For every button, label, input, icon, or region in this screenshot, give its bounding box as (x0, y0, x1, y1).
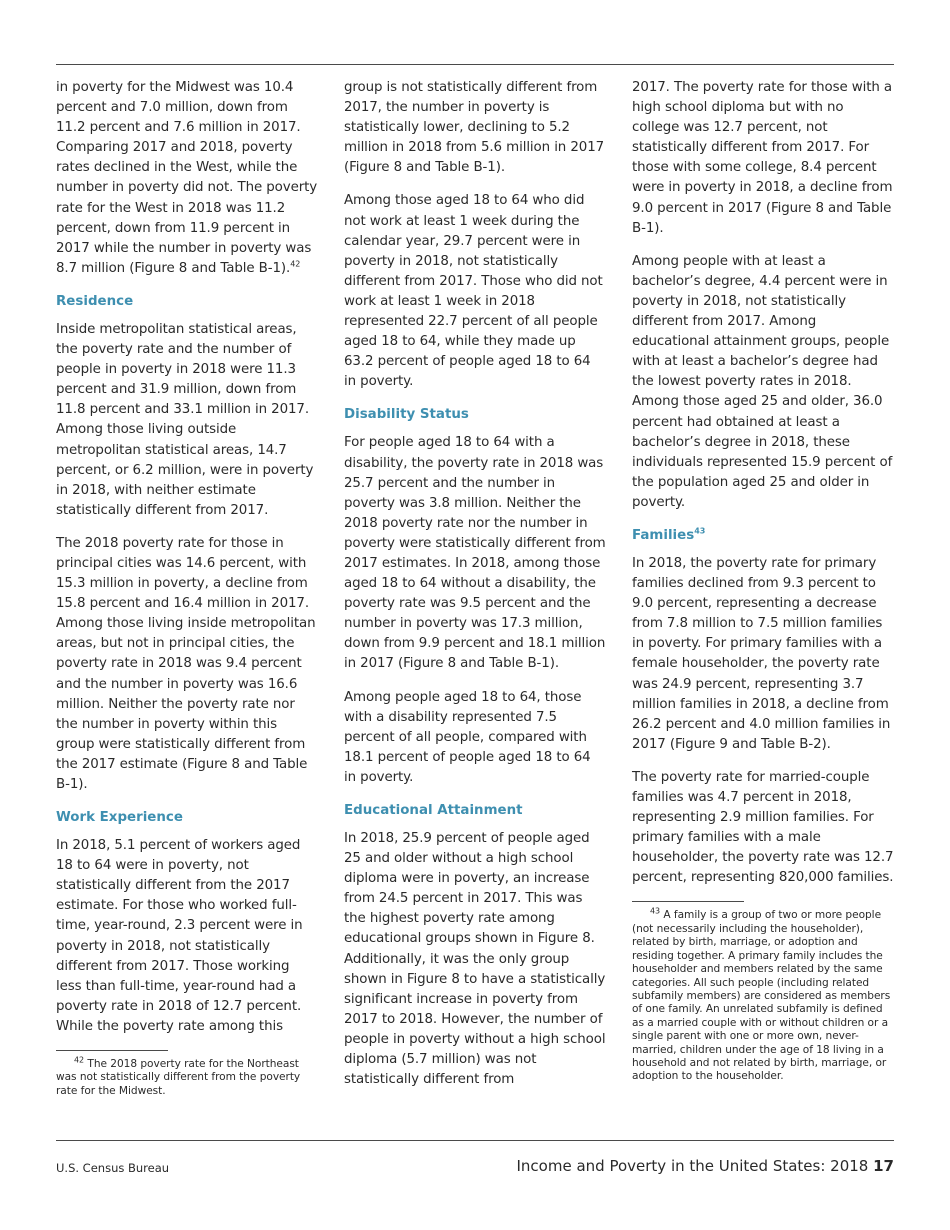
footnote-text: The 2018 poverty rate for the Northeast was not statistically different from the poverty rate for the Midwest. (56, 1058, 301, 1097)
heading-educational-attainment: Educational Attainment (344, 803, 523, 818)
paragraph-text: in poverty for the Midwest was 10.4 percent and 7.0 million, down from 11.2 percent and 7.6 million in 2017. Comparing 2017 and 2018, poverty rates declined in the West, while the number in poverty did not. The poverty rate for the West in 2018 was 11.2 percent, down from 11.9 percent in 2017 while the number in poverty was 8.7 million (Figure 8 and Table B-1). (56, 80, 318, 276)
heading-residence: Residence (56, 293, 134, 309)
heading-work-experience: Work Experience (56, 810, 183, 826)
heading-families-text: Families (632, 527, 695, 543)
footer-rule (56, 1140, 894, 1141)
heading-families (632, 526, 894, 546)
column-3 (632, 78, 894, 1084)
footnote-rule (632, 901, 744, 902)
paragraph-workers: In 2018, 5.1 percent of workers aged 18 to 64 were in poverty, not statistically different from the 2017 estimate. For those who worked full-time, year-round, 2.3 percent were in poverty in 2018, not statistically different from 2017. Those working less than full-time, year-round had a poverty rate in 2018 of 12.7 percent. While the poverty rate among this (56, 838, 303, 1034)
footnote-ref: 43 (694, 526, 706, 536)
paragraph-high-school: In 2018, 25.9 percent of people aged 25 and older without a high school diploma were in poverty, an increase from 24.5 percent in 2017. This was the highest poverty rate among educational groups shown in Figure 8. Additionally, it was the only group shown in Figure 8 to have a statistically significant increase in poverty from 2017 to 2018. However, the number of people in poverty without a high school diploma (5.7 million) was not statistically different from (344, 831, 606, 1088)
column-2 (344, 78, 606, 1103)
page-number: 17 (873, 1157, 894, 1175)
paragraph-some-college: 2017. The poverty rate for those with a high school diploma but with no college was 12.7 percent, not statistically different from 2017. For those with some college, 8.4 percent were in poverty in 2018, a decline from 9.0 percent in 2017 (Figure 8 and Table B-1). (632, 80, 893, 236)
paragraph-disability-share: Among people aged 18 to 64, those with a disability represented 7.5 percent of all people, compared with 18.1 percent of people aged 18 to 64 in poverty. (344, 689, 591, 785)
paragraph-primary-families: In 2018, the poverty rate for primary families declined from 9.3 percent to 9.0 percent, representing a decrease from 7.8 million to 7.5 million families in poverty. For primary families with a female householder, the poverty rate was 24.9 percent, representing 3.7 million families in 2018, a decline from 26.2 percent and 4.0 million families in 2017 (Figure 9 and Table B-2). (632, 555, 891, 752)
footnote-43 (632, 906, 894, 1083)
paragraph-did-not-work: Among those aged 18 to 64 who did not work at least 1 week during the calendar year, 29.7 percent were in poverty in 2018, not statistically different from 2017. Those who did not work at least 1 week in 2018 represented 22.7 percent of all people aged 18 to 64, while they made up 63.2 percent of people aged 18 to 64 in poverty. (344, 193, 603, 390)
paragraph-midwest-west (56, 78, 318, 279)
footnote-ref: 42 (290, 259, 301, 269)
paragraph-principal-cities: The 2018 poverty rate for those in principal cities was 14.6 percent, with 15.3 million in poverty, a decline from 15.8 percent and 16.4 million in 2017. Among those living inside metropolitan areas, but not in principal cities, the poverty rate in 2018 was 9.4 percent and the number in poverty was 16.6 million. Neither the poverty rate nor the number in poverty within this group were statistically different from the 2017 estimate (Figure 8 and Table B-1). (56, 535, 316, 792)
footnote-text: A family is a group of two or more people (not necessarily including the householder), related by birth, marriage, or adoption and residing together. A primary family includes the householder and members related by the same categories. All such people (including related subfamily members) are considered as members of one family. An unrelated subfamily is defined as a married couple with or without children or a single parent with one or more own, never-married, children under the age of 18 living in a household and not related by birth, marriage, or adoption to the householder. (632, 909, 891, 1083)
paragraph-disability-rate: For people aged 18 to 64 with a disability, the poverty rate in 2018 was 25.7 percent and the number in poverty was 3.8 million. Neither the 2018 poverty rate nor the number in poverty were statistically different from 2017 estimates. In 2018, among those aged 18 to 64 without a disability, the poverty rate was 9.5 percent and the number in poverty was 17.3 million, down from 9.9 percent and 18.1 million in 2017 (Figure 8 and Table B-1). (344, 435, 606, 672)
paragraph-metropolitan: Inside metropolitan statistical areas, the poverty rate and the number of people in poverty in 2018 were 11.3 percent and 31.9 million, down from 11.8 percent and 33.1 million in 2017. Among those living outside metropolitan statistical areas, 14.7 percent, or 6.2 million, were in poverty in 2018, with neither estimate statistically different from 2017. (56, 321, 314, 518)
footnote-rule (56, 1050, 168, 1051)
footer-source: U.S. Census Bureau (56, 1161, 170, 1175)
footnote-number: 42 (74, 1055, 85, 1065)
paragraph-married-couple: The poverty rate for married-couple families was 4.7 percent in 2018, representing 2.9 million families. For primary families with a male householder, the poverty rate was 12.7 percent, representing 820,000 families. (632, 769, 894, 886)
paragraph-number-in-poverty: group is not statistically different from 2017, the number in poverty is statistically lower, declining to 5.2 million in 2018 from 5.6 million in 2017 (Figure 8 and Table B-1). (344, 80, 605, 176)
heading-disability-status: Disability Status (344, 407, 469, 423)
column-1 (56, 78, 318, 1098)
footnote-42 (56, 1055, 318, 1098)
paragraph-bachelors: Among people with at least a bachelor’s degree, 4.4 percent were in poverty in 2018, not statistically different from 2017. Among educational attainment groups, people with at least a bachelor’s degree had the lowest poverty rates in 2018. Among those aged 25 and older, 36.0 percent had obtained at least a bachelor’s degree in 2018, these individuals represented 15.9 percent of the population aged 25 and older in poverty. (632, 253, 893, 510)
footnote-number: 43 (650, 906, 661, 916)
footer-title-block (517, 1157, 895, 1175)
header-rule (56, 64, 894, 65)
footer-title: Income and Poverty in the United States: 2018 (516, 1157, 869, 1175)
